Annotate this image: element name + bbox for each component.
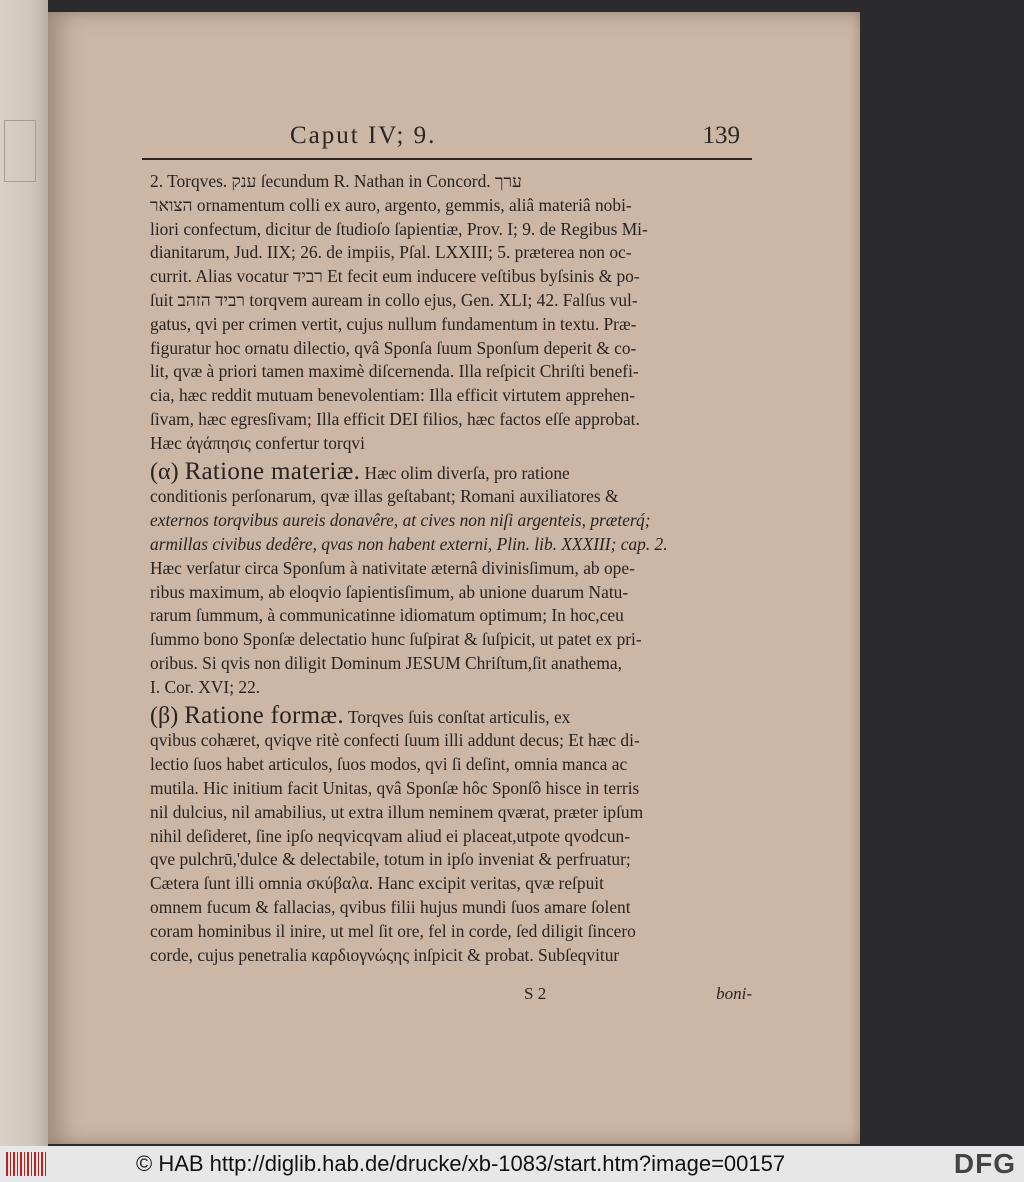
text-line: coram hominibus il inire, ut mel ſit ore, fel in corde, ſed diligit ſincero (150, 920, 636, 941)
page-number: 139 (702, 122, 740, 149)
text-line: Hæc olim diverſa, pro ratione (364, 462, 570, 483)
text-line: cia, hæc reddit mutuam benevolentiam: Illa efficit virtutem apprehen- (150, 385, 635, 406)
text-line: nil dulcius, nil amabilius, ut extra illum neminem qværat, præter ipſum (150, 801, 644, 822)
body-text (150, 170, 752, 1003)
dfg-logo: DFG (953, 1148, 1016, 1179)
hab-logo-icon (6, 1152, 46, 1176)
text-line: armillas civibus dedêre, qvas non habent externi, Plin. lib. XXXIII; cap. 2. (150, 533, 668, 554)
section-b-heading: Ratione formæ. (184, 701, 344, 729)
text-line: nihil deſideret, ſine ipſo neqvicqvam aliud ei placeat,utpote qvodcun- (150, 825, 631, 846)
text-line: dianitarum, Jud. IIX; 26. de impiis, Pſal. LXXIII; 5. præterea non oc- (150, 242, 632, 263)
facing-page-label (4, 120, 36, 182)
facing-page-edge (0, 0, 48, 1182)
text-line: mutila. Hic initium facit Unitas, qvâ Sponſæ hôc Sponſô hisce in terris (150, 777, 640, 798)
section-b-first-line (150, 701, 752, 730)
running-title: Caput IV; 9. (290, 122, 437, 149)
text-line: ſuit רביד הזהב torqvem auream in collo ejus, Gen. XLI; 42. Falſus vul- (150, 289, 638, 310)
text-line: lectio ſuos habet articulos, ſuos modos, qvi ſi deſint, omnia manca ac (150, 754, 628, 775)
text-line: Cætera ſunt illi omnia σκύβαλα. Hanc excipit veritas, qvæ reſpuit (150, 873, 604, 894)
section-b-symbol: (β) (150, 702, 179, 729)
section-a-symbol: (α) (150, 458, 179, 485)
text-line: 2. Torqves. ענק ſecundum R. Nathan in Concord. ערך (150, 171, 522, 191)
text-line: oribus. Si qvis non diligit Dominum JESUM Chriſtum,ſit anathema, (150, 652, 622, 673)
text-line: gatus, qvi per crimen vertit, cujus nullum fundamentum in textu. Præ- (150, 313, 637, 334)
text-line: currit. Alias vocatur רביד Et fecit eum inducere veſtibus byſsinis & po- (150, 266, 640, 287)
text-line: externos torqvibus aureis donavêre, at cives non niſi argenteis, præterq́; (150, 510, 651, 531)
text-line: figuratur hoc ornatu dilectio, qvâ Sponſa ſuum Sponſum deperit & co- (150, 337, 637, 358)
text-line: omnem fucum & fallacias, qvibus filii hujus mundi ſuos amare ſolent (150, 896, 631, 917)
running-head (290, 118, 740, 152)
section-a-first-line (150, 457, 752, 486)
head-rule (142, 158, 752, 160)
viewer-footer-bar (0, 1146, 1024, 1182)
text-line: qve pulchrū,'dulce & delectabile, totum in ipſo inveniat & perfruatur; (150, 849, 631, 870)
text-line: הצואר ornamentum colli ex auro, argento, gemmis, aliâ materiâ nobi- (150, 194, 632, 215)
page-footer (150, 982, 752, 1006)
text-line: corde, cujus penetralia καρδιογνώςης inſpicit & probat. Subſeqvitur (150, 944, 620, 965)
text-line: Hæc ἀγάπησις confertur torqvi (150, 432, 365, 453)
text-line: ſivam, hæc egresſivam; Illa efficit DEI filios, hæc factos eſſe approbat. (150, 408, 640, 429)
section-a-heading: Ratione materiæ. (184, 457, 361, 485)
text-line: qvibus cohæret, qviqve ritè confecti ſuum illi addunt decus; Et hæc di- (150, 730, 640, 751)
text-line: Hæc verſatur circa Sponſum à nativitate æternâ divinisſimum, ab ope- (150, 557, 635, 578)
text-line: I. Cor. XVI; 22. (150, 676, 261, 697)
text-line: conditionis perſonarum, qvæ illas geſtabant; Romani auxiliatores & (150, 486, 619, 507)
signature-mark: S 2 (524, 984, 547, 1003)
text-line: liori confectum, dicitur de ſtudioſo ſapientiæ, Prov. I; 9. de Regibus Mi- (150, 218, 648, 239)
text-line: lit, qvæ à priori tamen maximè diſcernenda. Illa reſpicit Chriſti benefi- (150, 361, 639, 382)
text-line: Torqves ſuis conſtat articulis, ex (347, 706, 571, 727)
text-line: rarum ſummum, à communicatinne idiomatum optimum; In hoc,ceu (150, 605, 624, 626)
text-line: ſummo bono Sponſæ delectatio hunc ſuſpirat & ſuſpicit, ut patet ex pri- (150, 629, 642, 650)
footer-url[interactable]: © HAB http://diglib.hab.de/drucke/xb-1083/start.htm?image=00157 (136, 1151, 786, 1176)
catchword: boni- (716, 984, 752, 1003)
text-line: ribus maximum, ab eloqvio ſapientisſimum, ab unione duarum Natu- (150, 581, 629, 602)
book-page (48, 12, 860, 1144)
